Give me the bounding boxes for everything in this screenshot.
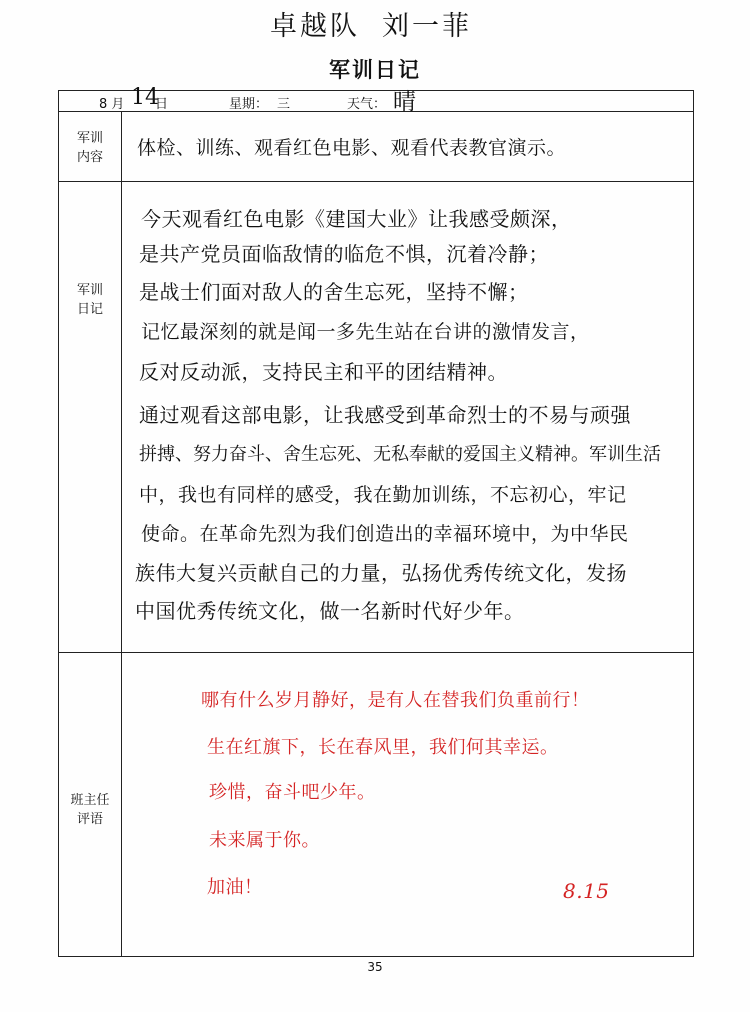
diary-label: 军训 日记 [76, 283, 103, 317]
diary-table [58, 111, 694, 957]
teacher-comment-date: 8.15 [563, 879, 610, 903]
page-number: 35 [367, 960, 383, 974]
page-title: 军训日记 [329, 58, 421, 82]
training-content-label: 军训 内容 [76, 131, 103, 165]
weekday-value: 三 [277, 97, 291, 112]
row-divider [59, 652, 693, 653]
diary-line: 是战士们面对敌人的舍生忘死，坚持不懈； [139, 280, 529, 304]
team-name: 卓越队 [270, 11, 360, 42]
weekday-label: 星期： [229, 97, 269, 112]
diary-line: 今天观看红色电影《建国大业》让我感受颇深， [141, 207, 572, 231]
training-content-text: 体检、训练、观看红色电影、观看代表教官演示。 [137, 137, 567, 159]
team-and-name [270, 4, 520, 40]
diary-line: 使命。在革命先烈为我们创造出的幸福环境中，为中华民 [141, 523, 629, 545]
diary-line: 中国优秀传统文化，做一名新时代好少年。 [135, 599, 525, 623]
student-name: 刘一菲 [382, 11, 472, 42]
diary-line: 通过观看这部电影，让我感受到革命烈士的不易与顽强 [139, 403, 631, 427]
diary-line: 拼搏、努力奋斗、舍生忘死、无私奉献的爱国主义精神。军训生活 [139, 444, 661, 465]
diary-line: 记忆最深刻的就是闻一多先生站在台讲的激情发言， [141, 321, 590, 343]
teacher-comment-line: 生在红旗下，长在春风里，我们何其幸运。 [207, 737, 559, 758]
date-month: 8 月 [99, 97, 125, 112]
weather-value: 晴 [393, 89, 416, 115]
row-divider [59, 181, 693, 182]
teacher-comment-line: 未来属于你。 [209, 830, 320, 851]
date-day-unit: 日 [155, 97, 169, 112]
teacher-comment-line: 加油！ [207, 877, 263, 898]
teacher-comment-line: 哪有什么岁月静好，是有人在替我们负重前行！ [201, 690, 590, 711]
diary-line: 族伟大复兴贡献自己的力量，弘扬优秀传统文化，发扬 [135, 561, 627, 585]
diary-line: 中，我也有同样的感受，我在勤加训练，不忘初心，牢记 [139, 484, 627, 506]
teacher-comment-line: 珍惜，奋斗吧少年。 [209, 782, 376, 803]
diary-line: 是共产党员面临敌情的临危不惧，沉着冷静； [139, 242, 549, 266]
diary-line: 反对反动派，支持民主和平的团结精神。 [139, 360, 508, 384]
weather-label: 天气： [347, 97, 387, 112]
info-row [58, 85, 694, 115]
column-divider [121, 111, 122, 956]
date-day: 14 [131, 85, 159, 110]
teacher-comment-label: 班主任 评语 [70, 793, 110, 827]
